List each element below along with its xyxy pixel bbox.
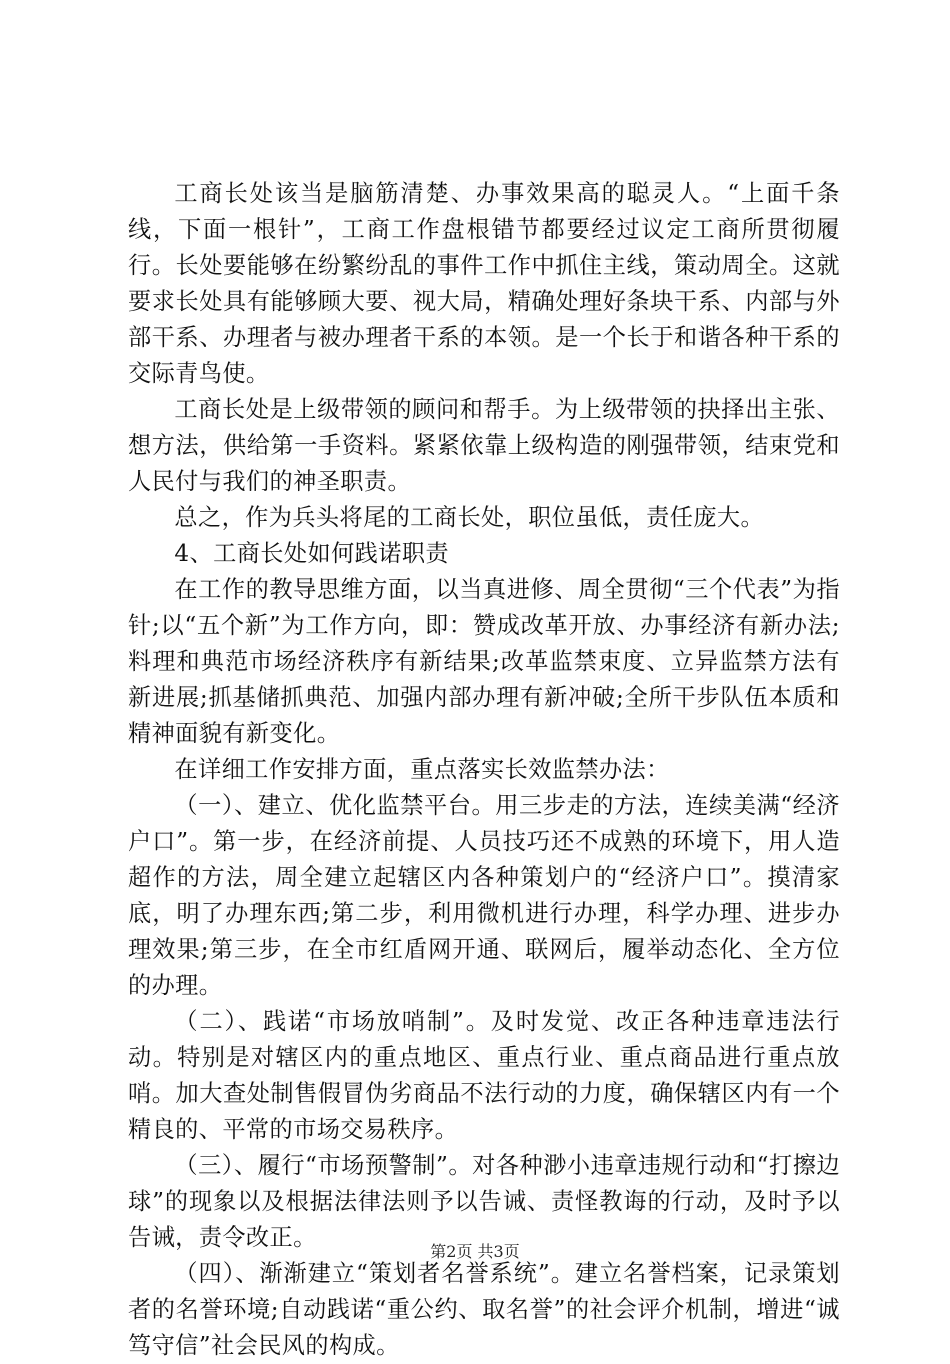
paragraph-item-1: （一）、建立、优化监禁平台。用三步走的方法，连续美满“经济户口”。第一步，在经济前提、人员技巧还不成熟的环境下，用人造超作的方法，周全建立起辖区内各种策划户的“经济户口”。摸清家底，明了办理东西;第二步，利用微机进行办理，科学办理、进步办理效果;第三步，在全市红盾网开通、联网后，履举动态化、全方位的办理。	[128, 792, 840, 999]
paragraph-guiding-thought: 在工作的教导思维方面，以当真进修、周全贯彻“三个代表”为指针;以“五个新”为工作方向，即：赞成改革开放、办事经济有新办法;料理和典范市场经济秩序有新结果;改革监禁束度、立异监禁方法有新进展;抓基储抓典范、加强内部办理有新冲破;全所干步队伍本质和精神面貌有新变化。	[128, 576, 840, 747]
paragraph-item-3: （三）、履行“市场预警制”。对各种渺小违章违规行动和“打擦边球”的现象以及根据法律法则予以告诫、责怪教诲的行动，及时予以告诫，责令改正。	[128, 1152, 840, 1251]
paragraph-section-chief-qualities: 工商长处该当是脑筋清楚、办事效果高的聪灵人。“上面千条线，下面一根针”，工商工作盘根错节都要经过议定工商所贯彻履行。长处要能够在纷繁纷乱的事件工作中抓住主线，策动周全。这就要求长处具有能够顾大要、视大局，精确处理好条块干系、内部与外部干系、办理者与被办理者干系的本领。是一个长于和谐各种干系的交际青鸟使。	[128, 180, 840, 387]
section-heading-4: 4、工商长处如何践诺职责	[174, 540, 450, 567]
paragraph-item-2: （二）、践诺“市场放哨制”。及时发觉、改正各种违章违法行动。特别是对辖区内的重点地区、重点行业、重点商品进行重点放哨。加大查处制售假冒伪劣商品不法行动的力度，确保辖区内有一个精良的、平常的市场交易秩序。	[128, 1008, 840, 1143]
paragraph-section-chief-advisor: 工商长处是上级带领的顾问和帮手。为上级带领的抉择出主张、想方法，供给第一手资料。紧紧依靠上级构造的刚强带领，结束党和人民付与我们的神圣职责。	[128, 396, 840, 495]
paragraph-work-arrangement: 在详细工作安排方面，重点落实长效监禁办法：	[174, 756, 670, 783]
paragraph-item-4: （四）、渐渐建立“策划者名誉系统”。建立名誉档案，记录策划者的名誉环境;自动践诺“重公约、取名誉”的社会评介机制，增进“诚笃守信”社会民风的构成。	[128, 1260, 840, 1359]
document-body	[128, 176, 840, 1364]
page-number-footer: 第2页 共3页	[430, 1242, 520, 1261]
paragraph-summary: 总之，作为兵头将尾的工商长处，职位虽低，责任庞大。	[174, 504, 765, 531]
